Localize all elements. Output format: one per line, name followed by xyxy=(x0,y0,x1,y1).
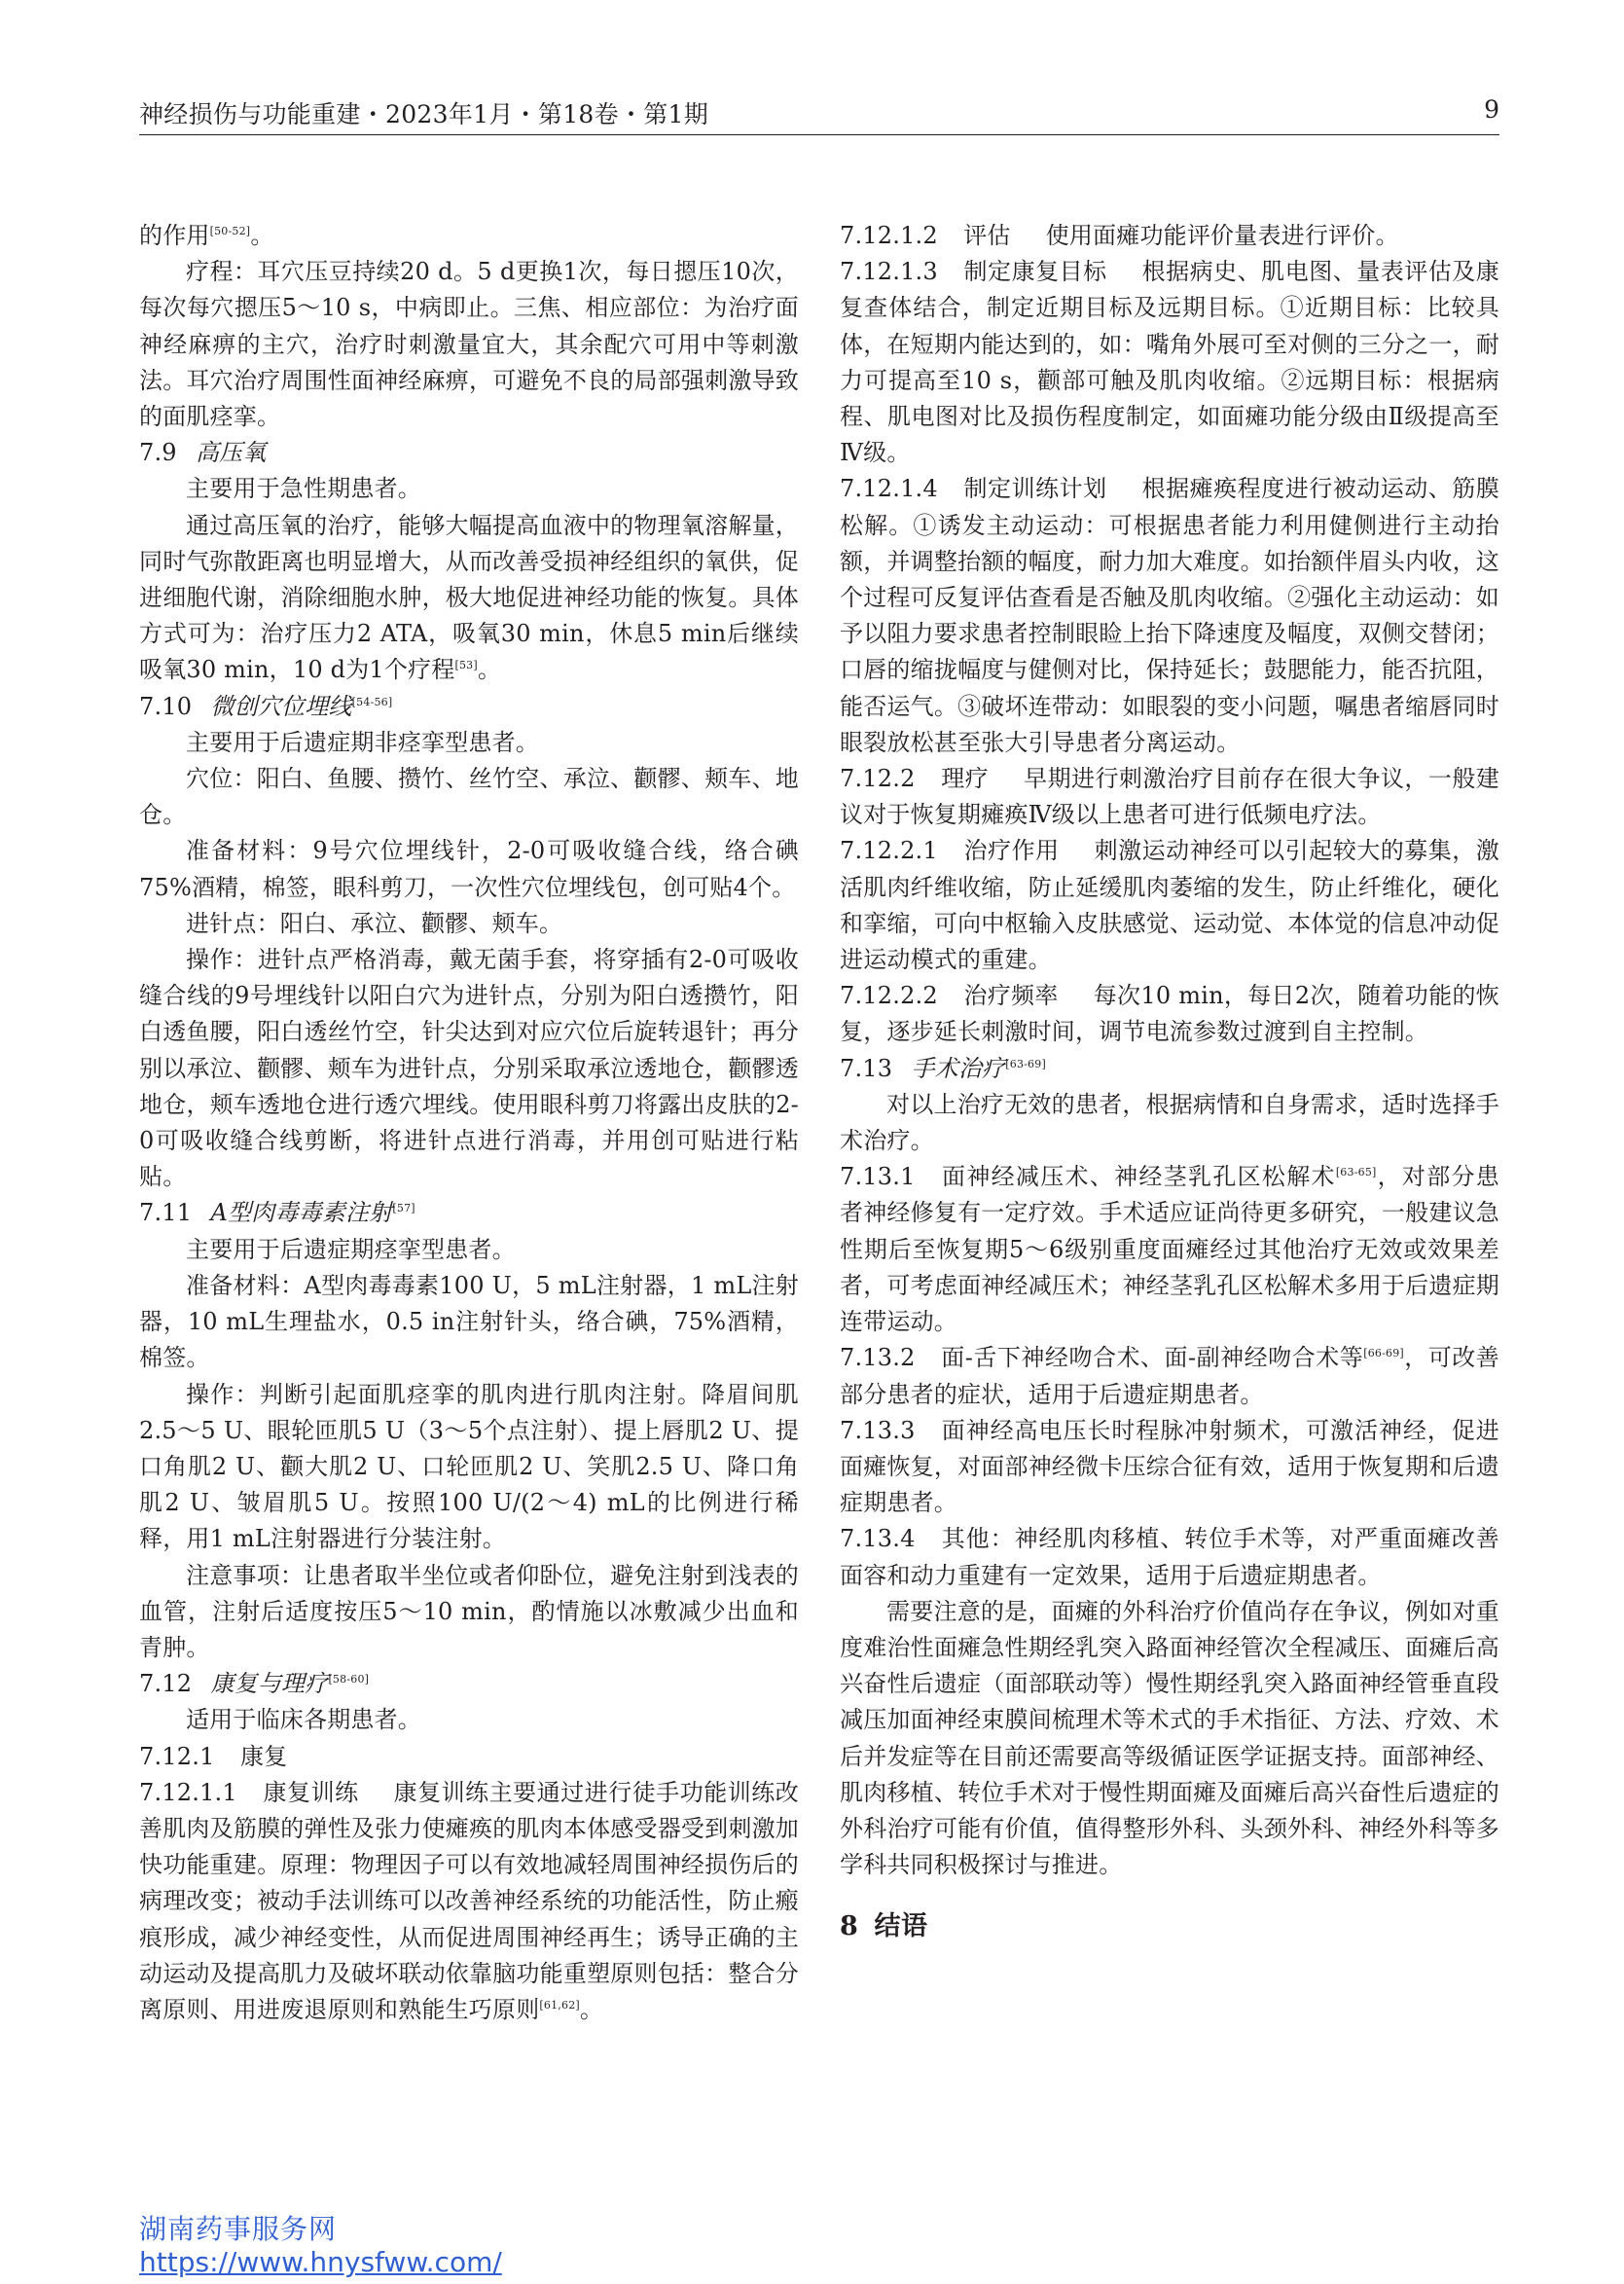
paragraph-text: 注意事项：让患者取半坐位或者仰卧位，避免注射到浅表的血管，注射后适度按压5～10 min，酌情施以冰敷减少出血和青肿。 xyxy=(139,1561,799,1661)
subsection-title: 康复训练 xyxy=(263,1778,359,1806)
body-paragraph xyxy=(139,1558,799,1667)
paragraph-text: 面-舌下神经吻合术、面-副神经吻合术等 xyxy=(940,1344,1364,1372)
subsection-number: 7.12.2.1 xyxy=(840,837,938,865)
subsection-title: 治疗频率 xyxy=(963,982,1059,1010)
subsection-paragraph xyxy=(840,1521,1499,1593)
section-heading xyxy=(139,435,799,471)
paragraph-text: 主要用于急性期患者。 xyxy=(186,475,421,503)
watermark-site-name: 湖南药事服务网 xyxy=(139,2213,338,2245)
chapter-title: 结语 xyxy=(874,1911,928,1942)
left-column xyxy=(139,218,799,2028)
section-title: 微创穴位埋线 xyxy=(210,692,352,720)
citation-ref: [53] xyxy=(454,659,478,672)
paragraph-text: 穴位：阳白、鱼腰、攒竹、丝竹空、承泣、颧髎、颊车、地仓。 xyxy=(139,765,799,829)
subsection-title: 治疗作用 xyxy=(963,837,1060,865)
section-number: 7.10 xyxy=(139,692,193,720)
section-number: 7.11 xyxy=(139,1199,193,1227)
paragraph-text: 操作：判断引起面肌痉挛的肌肉进行肌肉注射。降眉间肌2.5～5 U、眼轮匝肌5 U（3～5个点注射）、提上唇肌2 U、提口角肌2 U、颧大肌2 U、口轮匝肌2 U、笑肌2.5 U、降口角肌2 U、皱眉肌5 U。按照100 U/(2～4) mL的比例进行稀释，用1 mL注射器进行分装注射。 xyxy=(139,1380,799,1553)
subsection-paragraph xyxy=(139,1775,799,2028)
body-paragraph xyxy=(139,833,799,905)
paragraph-text: 根据瘫痪程度进行被动运动、筋膜松解。①诱发主动运动：可根据患者能力利用健侧进行主动抬额，并调整抬额的幅度，耐力加大难度。如抬额伴眉头内收，这个过程可反复评估查看是否触及肌肉收缩。②强化主动运动：如予以阻力要求患者控制眼睑上抬下降速度及幅度，双侧交替闭；口唇的缩拢幅度与健侧对比，保持延长；鼓腮能力，能否抗阻，能否运气。③破坏连带动：如眼裂的变小问题，嘱患者缩唇同时眼裂放松甚至张大引导患者分离运动。 xyxy=(840,475,1499,756)
section-number: 7.13 xyxy=(840,1054,893,1082)
body-paragraph xyxy=(139,725,799,761)
watermark-url-link[interactable]: https://www.hnysfww.com/ xyxy=(139,2246,502,2278)
section-number: 7.9 xyxy=(139,439,177,467)
subsection-paragraph xyxy=(139,1739,799,1775)
citation-ref: [54-56] xyxy=(351,695,393,708)
subsection-number: 7.12.1.3 xyxy=(840,258,938,286)
body-paragraph xyxy=(139,254,799,435)
paragraph-text: 适用于临床各期患者。 xyxy=(186,1706,421,1734)
paragraph-text: 面神经减压术、神经茎乳孔区松解术 xyxy=(940,1163,1336,1191)
paragraph-text: 的作用 xyxy=(139,222,210,249)
subsection-paragraph xyxy=(840,1159,1499,1340)
paragraph-text-continued: ，对部分患者神经修复有一定疗效。手术适应证尚待更多研究，一般建议急性期后至恢复期5～6级别重度面瘫经过其他治疗无效或效果差者，可考虑面神经减压术；神经茎乳孔区松解术多用于后遗症期连带运动。 xyxy=(840,1163,1500,1336)
body-paragraph xyxy=(139,471,799,507)
chapter-heading xyxy=(840,1908,1499,1944)
section-heading xyxy=(139,1195,799,1231)
paragraph-text-continued: ，可改善部分患者的症状，适用于后遗症期患者。 xyxy=(840,1344,1499,1408)
body-paragraph xyxy=(139,1702,799,1738)
section-heading xyxy=(139,689,799,725)
subsection-title: 康复 xyxy=(239,1742,288,1770)
section-title: 高压氧 xyxy=(195,439,267,467)
section-title: 手术治疗 xyxy=(911,1054,1006,1082)
journal-citation: 神经损伤与功能重建・2023年1月・第18卷・第1期 xyxy=(139,100,709,128)
citation-ref: [63-65] xyxy=(1335,1166,1377,1179)
paragraph-text-continued: 。 xyxy=(477,656,502,684)
subsection-paragraph xyxy=(840,471,1499,761)
body-paragraph xyxy=(139,1268,799,1377)
subsection-number: 7.12.1.4 xyxy=(840,475,938,503)
section-heading xyxy=(840,1051,1499,1087)
citation-ref: [66-69] xyxy=(1363,1347,1404,1360)
page-number: 9 xyxy=(1484,95,1499,124)
site-watermark[interactable] xyxy=(139,2213,502,2279)
paragraph-text: 需要注意的是，面瘫的外科治疗价值尚存在争议，例如对重度难治性面瘫急性期经乳突入路面神经管次全程减压、面瘫后高兴奋性后遗症（面部联动等）慢性期经乳突入路面神经管垂直段减压加面神经束膜间梳理术等术式的手术指征、方法、疗效、术后并发症等在目前还需要高等级循证医学证据支持。面部神经、肌肉移植、转位手术对于慢性期面瘫及面瘫后高兴奋性后遗症的外科治疗可能有价值，值得整形外科、头颈外科、神经外科等多学科共同积极探讨与推进。 xyxy=(840,1597,1499,1879)
citation-ref: [58-60] xyxy=(328,1673,370,1686)
paragraph-text: 早期进行刺激治疗目前存在很大争议，一般建议对于恢复期瘫痪Ⅳ级以上患者可进行低频电疗法。 xyxy=(840,765,1499,829)
paragraph-text: 根据病史、肌电图、量表评估及康复查体结合，制定近期目标及远期目标。①近期目标：比较具体，在短期内能达到的，如：嘴角外展可至对侧的三分之一，耐力可提高至10 s，颧部可触及肌肉收缩。②远期目标：根据病程、肌电图对比及损伤程度制定，如面瘫功能分级由Ⅱ级提高至Ⅳ级。 xyxy=(840,258,1499,467)
body-paragraph xyxy=(139,1377,799,1558)
section-number: 7.12 xyxy=(139,1670,193,1698)
subsection-number: 7.12.1 xyxy=(139,1742,215,1770)
body-paragraph xyxy=(840,1594,1499,1884)
subsection-paragraph xyxy=(840,978,1499,1050)
body-paragraph xyxy=(139,218,799,254)
subsection-title: 理疗 xyxy=(940,765,990,793)
citation-ref: [50-52] xyxy=(209,225,251,237)
section-heading xyxy=(139,1666,799,1702)
paragraph-text: 疗程：耳穴压豆持续20 d。5 d更换1次，每日摁压10次，每次每穴摁压5～10 s，中病即止。三焦、相应部位：为治疗面神经麻痹的主穴，治疗时刺激量宜大，其余配穴可用中等刺激法。耳穴治疗周围性面神经麻痹，可避免不良的局部强刺激导致的面肌痉挛。 xyxy=(139,258,799,431)
paragraph-text: 康复训练主要通过进行徒手功能训练改善肌肉及筋膜的弹性及张力使瘫痪的肌肉本体感受器受到刺激加快功能重建。原理：物理因子可以有效地减轻周围神经损伤后的病理改变；被动手法训练可以改善神经系统的功能活性，防止瘢痕形成，减少神经变性，从而促进周围神经再生；诱导正确的主动运动及提高肌力及破坏联动依靠脑功能重塑原则包括：整合分离原则、用进废退原则和熟能生巧原则 xyxy=(139,1778,799,2023)
body-paragraph xyxy=(139,508,799,689)
subsection-paragraph xyxy=(840,761,1499,833)
subsection-number: 7.12.2 xyxy=(840,765,916,793)
section-title: A型肉毒毒素注射 xyxy=(210,1199,393,1227)
paragraph-text: 进针点：阳白、承泣、颧髎、颊车。 xyxy=(186,909,563,937)
body-paragraph xyxy=(139,906,799,942)
subsection-title: 评估 xyxy=(963,222,1011,249)
paragraph-text: 面神经高电压长时程脉冲射频术，可激活神经，促进面瘫恢复，对面部神经微卡压综合征有效，适用于恢复期和后遗症期患者。 xyxy=(840,1416,1499,1517)
body-paragraph xyxy=(139,1232,799,1268)
paragraph-text: 主要用于后遗症期非痉挛型患者。 xyxy=(186,728,539,756)
subsection-number: 7.13.3 xyxy=(840,1416,916,1444)
paragraph-text: 对以上治疗无效的患者，根据病情和自身需求，适时选择手术治疗。 xyxy=(840,1090,1499,1155)
body-paragraph xyxy=(840,1087,1499,1159)
paragraph-text: 操作：进针点严格消毒，戴无菌手套，将穿插有2-0可吸收缝合线的9号埋线针以阳白穴为进针点，分别为阳白透攒竹，阳白透鱼腰，阳白透丝竹空，针尖达到对应穴位后旋转退针；再分别以承泣、颧髎、颊车为进针点，分别采取承泣透地仓，颧髎透地仓，颊车透地仓进行透穴埋线。使用眼科剪刀将露出皮肤的2-0可吸收缝合线剪断，将进针点进行消毒，并用创可贴进行粘贴。 xyxy=(139,946,799,1191)
subsection-number: 7.12.1.1 xyxy=(139,1778,237,1806)
subsection-paragraph xyxy=(840,218,1499,254)
subsection-paragraph xyxy=(840,833,1499,978)
paragraph-text: 使用面瘫功能评价量表进行评价。 xyxy=(1045,222,1399,249)
body-paragraph xyxy=(139,942,799,1195)
paragraph-text-continued: 。 xyxy=(250,222,274,249)
paragraph-text: 其他：神经肌肉移植、转位手术等，对严重面瘫改善面容和动力重建有一定效果，适用于后遗症期患者。 xyxy=(840,1525,1499,1589)
right-column xyxy=(840,218,1499,1945)
subsection-paragraph xyxy=(840,254,1499,471)
paragraph-text-continued: 。 xyxy=(579,1995,604,2023)
citation-ref: [63-69] xyxy=(1005,1057,1046,1070)
paragraph-text: 准备材料：A型肉毒毒素100 U，5 mL注射器，1 mL注射器，10 mL生理盐水，0.5 in注射针头，络合碘，75%酒精，棉签。 xyxy=(139,1271,799,1372)
section-title: 康复与理疗 xyxy=(210,1670,329,1698)
citation-ref: [57] xyxy=(392,1202,415,1215)
paragraph-text: 准备材料：9号穴位埋线针，2-0可吸收缝合线，络合碘75%酒精，棉签，眼科剪刀，一次性穴位埋线包，创可贴4个。 xyxy=(139,837,799,901)
subsection-paragraph xyxy=(840,1340,1499,1412)
subsection-paragraph xyxy=(840,1413,1499,1522)
citation-ref: [61,62] xyxy=(539,1998,580,2012)
paragraph-text: 通过高压氧的治疗，能够大幅提高血液中的物理氧溶解量，同时气弥散距离也明显增大，从而改善受损神经组织的氧供，促进细胞代谢，消除细胞水肿，极大地促进神经功能的恢复。具体方式可为：治疗压力2 ATA，吸氧30 min，休息5 min后继续吸氧30 min，10 d为1个疗程 xyxy=(139,511,799,684)
subsection-number: 7.12.2.2 xyxy=(840,982,938,1010)
body-paragraph xyxy=(139,761,799,833)
chapter-number: 8 xyxy=(840,1911,859,1942)
subsection-title: 制定康复目标 xyxy=(963,258,1107,286)
subsection-number: 7.13.4 xyxy=(840,1525,916,1553)
paragraph-text: 刺激运动神经可以引起较大的募集，激活肌肉纤维收缩，防止延缓肌肉萎缩的发生，防止纤维化，硬化和挛缩，可向中枢输入皮肤感觉、运动觉、本体觉的信息冲动促进运动模式的重建。 xyxy=(840,837,1499,974)
paragraph-text: 主要用于后遗症期痉挛型患者。 xyxy=(186,1235,516,1263)
subsection-title: 制定训练计划 xyxy=(963,475,1107,503)
paragraph-text: 每次10 min，每日2次，随着功能的恢复，逐步延长刺激时间，调节电流参数过渡到自主控制。 xyxy=(840,982,1499,1046)
subsection-number: 7.13.2 xyxy=(840,1344,916,1372)
subsection-number: 7.12.1.2 xyxy=(840,222,938,249)
subsection-number: 7.13.1 xyxy=(840,1163,916,1191)
running-header xyxy=(139,95,1499,135)
